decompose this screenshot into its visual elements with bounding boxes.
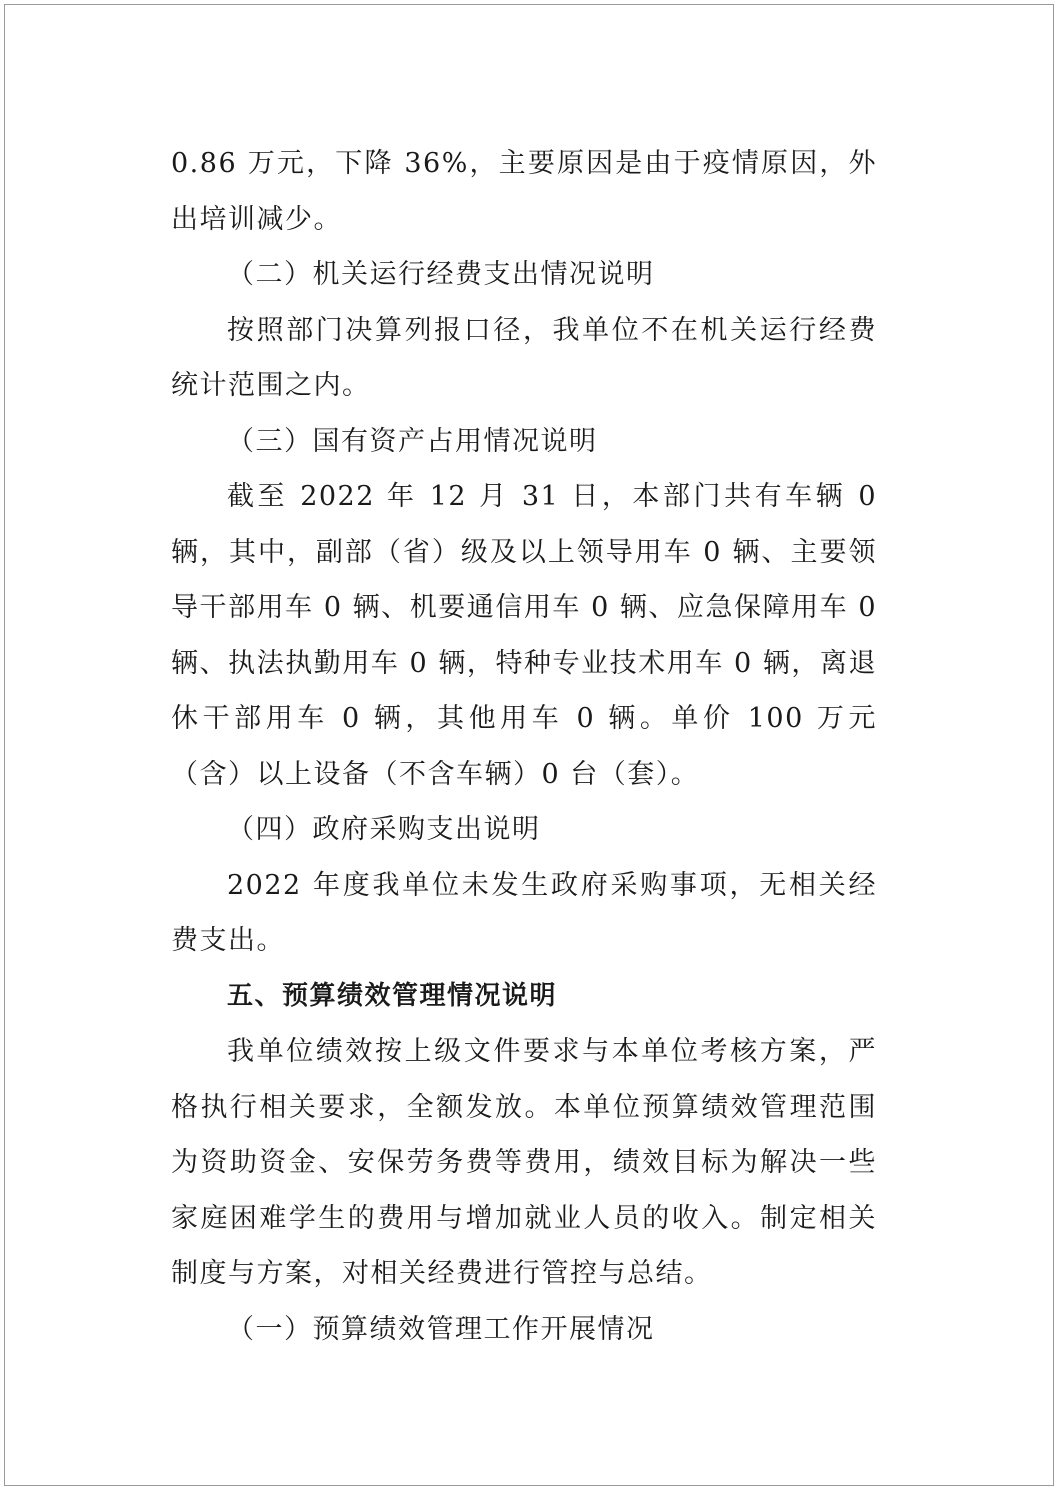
subheading-operating-expenses: （二）机关运行经费支出情况说明 bbox=[227, 259, 655, 290]
paragraph-procurement: 2022 年度我单位未发生政府采购事项，无相关经费支出。 bbox=[171, 869, 877, 956]
heading-performance-management: 五、预算绩效管理情况说明 bbox=[227, 980, 558, 1011]
paragraph-operating-expenses: 按照部门决算列报口径，我单位不在机关运行经费统计范围之内。 bbox=[171, 314, 877, 401]
subheading-procurement: （四）政府采购支出说明 bbox=[227, 814, 541, 845]
paragraph-training-decrease: 0.86 万元，下降 36%，主要原因是由于疫情原因，外出培训减少。 bbox=[171, 148, 877, 235]
subheading-state-assets: （三）国有资产占用情况说明 bbox=[227, 425, 598, 457]
paragraph-performance-management: 我单位绩效按上级文件要求与本单位考核方案，严格执行相关要求，全额发放。本单位预算绩效管理范围为资助资金、安保劳务费等费用，绩效目标为解决一些家庭困难学生的费用与增加就业人员的收入。制定相关制度与方案，对相关经费进行管控与总结。 bbox=[171, 1036, 877, 1289]
paragraph-state-assets: 截至 2022 年 12 月 31 日，本部门共有车辆 0 辆，其中，副部（省）级及以上领导用车 0 辆、主要领导干部用车 0 辆、机要通信用车 0 辆、应急保障用车 0 辆、执法执勤用车 0 辆，特种专业技术用车 0 辆，离退休干部用车 0 辆，其他用车 0 辆。单价 100 万元（含）以上设备（不含车辆）0 台（套）。 bbox=[171, 481, 877, 790]
subheading-performance-work: （一）预算绩效管理工作开展情况 bbox=[227, 1313, 655, 1345]
document-page bbox=[4, 4, 1054, 1486]
document-body bbox=[171, 136, 877, 1357]
